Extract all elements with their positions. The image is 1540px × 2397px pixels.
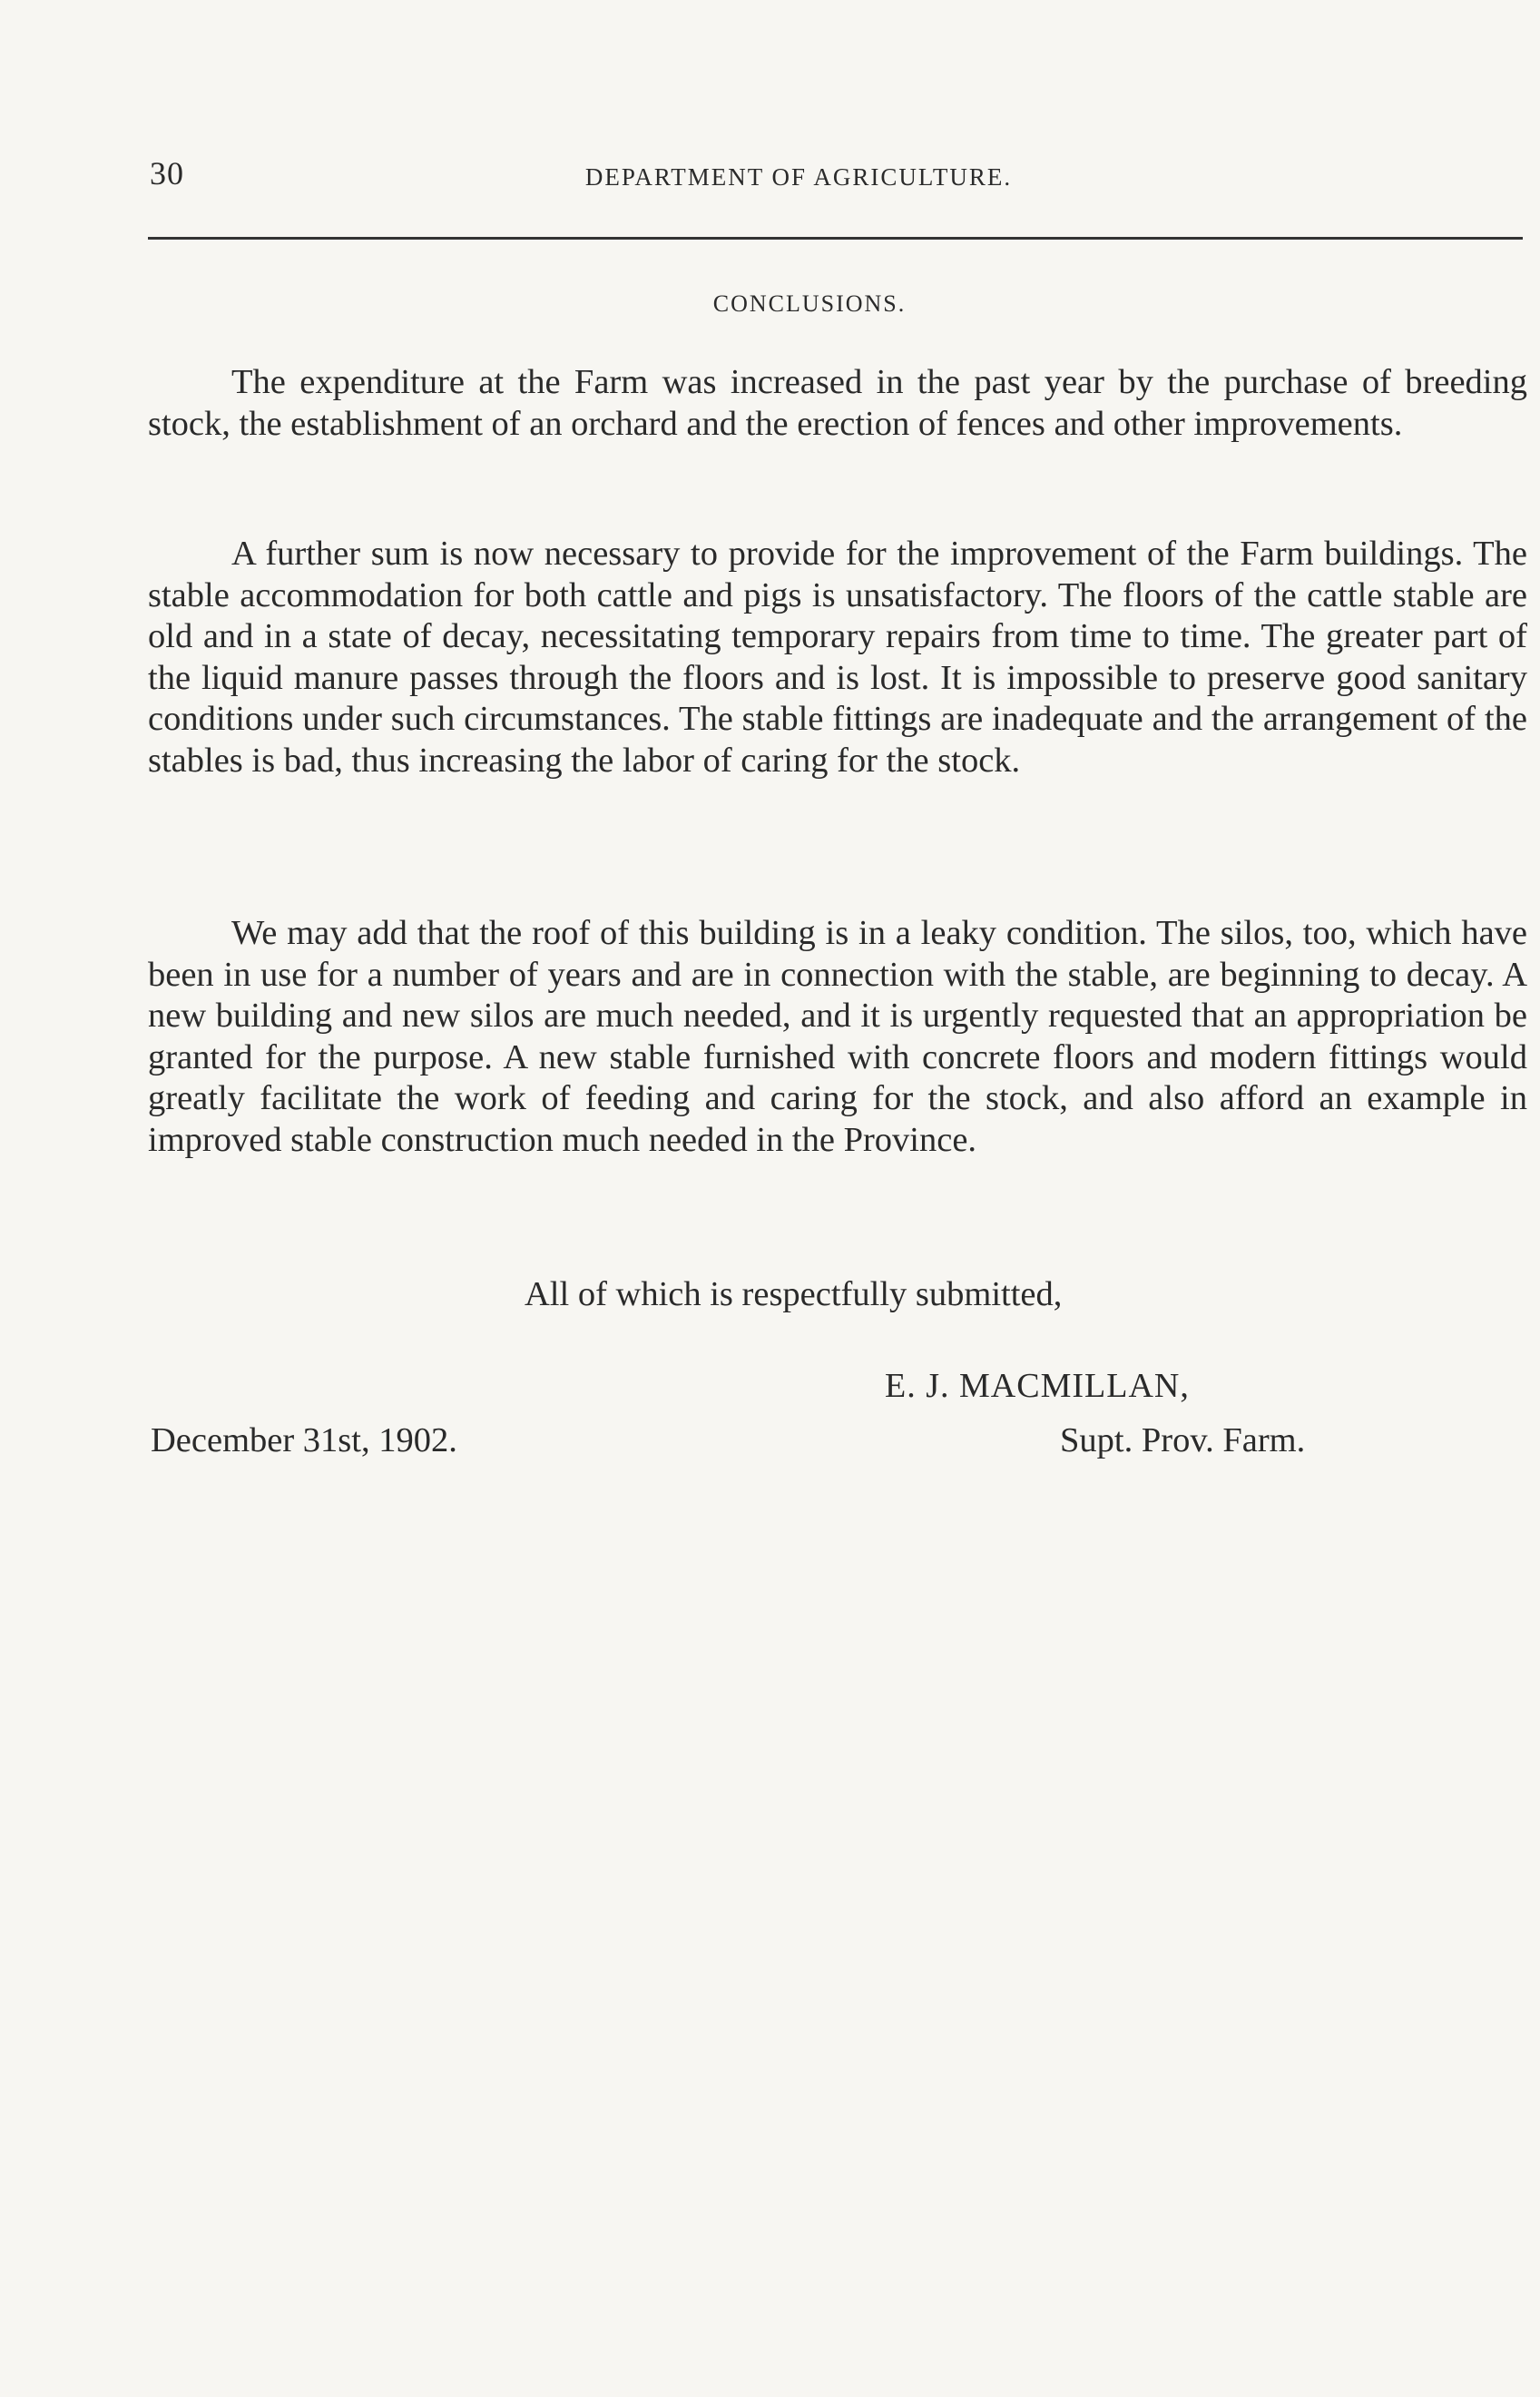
header-rule [148,237,1523,240]
section-title: CONCLUSIONS. [712,290,907,317]
paragraph-text: We may add that the roof of this building is in a leaky condition. The silos, too, which have been in use for a number of years and are in connection with the stable, are beginning to decay. A new building and new silos are much needed, and it is urgently requested that an appropriation be granted for the purpose. A new stable furnished with concrete floors and modern fittings would greatly facilitate the work of feeding and caring for the stock, and also afford an example in improved stable construction much needed in the Province. [148,914,1527,1159]
page-header [150,154,1525,200]
signature-date: December 31st, 1902. [151,1421,457,1459]
paragraph-2 [148,534,1527,781]
paragraph-3 [148,913,1527,1161]
running-head: DEPARTMENT OF AGRICULTURE. [584,163,1013,191]
paragraph-text: The expenditure at the Farm was increased in the past year by the purchase of breeding stock, the establishment of an orchard and the erection of fences and other improvements. [148,363,1527,443]
closing-line: All of which is respectfully submitted, [525,1275,1063,1313]
signer-name: E. J. MACMILLAN, [885,1367,1190,1405]
paragraph-1 [148,362,1527,445]
signer-title: Supt. Prov. Farm. [1060,1421,1306,1459]
paragraph-text: A further sum is now necessary to provide for the improvement of the Farm buildings. The stable accommodation for both cattle and pigs is unsatisfactory. The floors of the cattle stable are old and in a state of decay, necessitating temporary repairs from time to time. The greater part of the liquid manure passes through the floors and is lost. It is impossible to preserve good sanitary conditions under such circumstances. The stable fittings are inadequate and the arrangement of the stables is bad, thus increasing the labor of caring for the stock. [148,535,1527,780]
page-number: 30 [150,155,184,192]
